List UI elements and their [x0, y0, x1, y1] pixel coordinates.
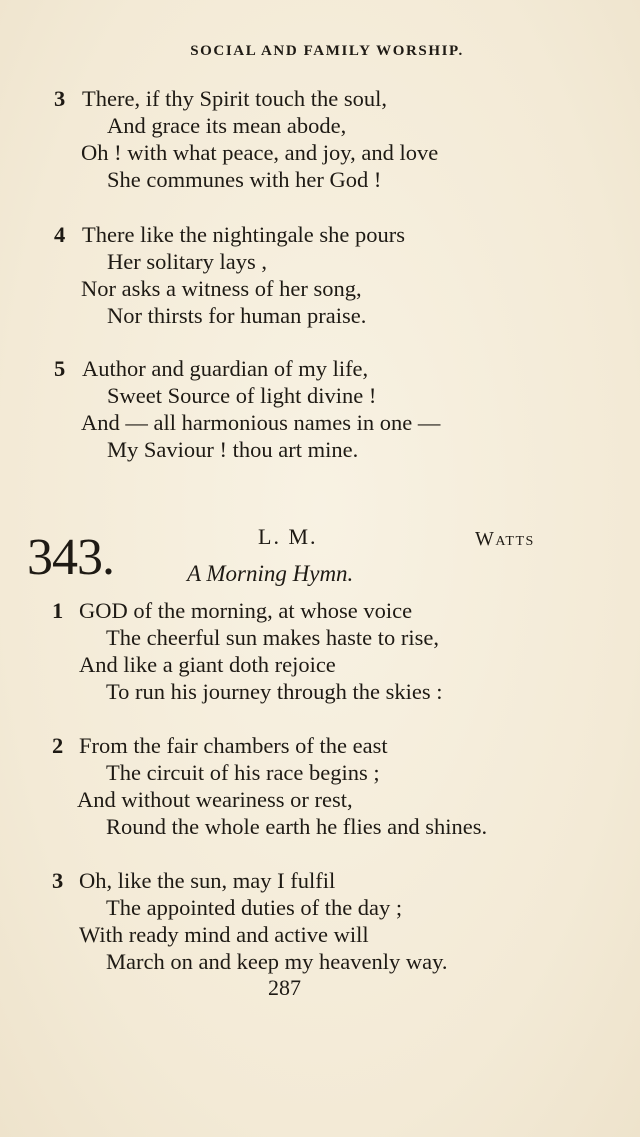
verse-line: Her solitary lays , [107, 249, 267, 274]
stanza-number: 3 [52, 868, 64, 893]
verse-line: She communes with her God ! [107, 167, 382, 192]
verse-line: The cheerful sun makes haste to rise, [106, 625, 440, 650]
verse-line: The circuit of his race begins ; [106, 760, 380, 785]
verse-line: Nor thirsts for human praise. [107, 303, 367, 328]
running-head: SOCIAL AND FAMILY WORSHIP. [190, 43, 464, 59]
verse-line: The appointed duties of the day ; [106, 895, 403, 920]
hymn-meter: L. M. [258, 524, 318, 549]
verse-line: Oh ! with what peace, and joy, and love [81, 140, 439, 165]
stanza-number: 2 [52, 733, 64, 758]
verse-line: Round the whole earth he flies and shines. [106, 814, 488, 839]
stanza-number: 3 [54, 86, 66, 111]
verse-line: To run his journey through the skies : [106, 679, 443, 704]
verse-line: And — all harmonious names in one — [81, 410, 441, 435]
verse-line: From the fair chambers of the east [79, 733, 388, 758]
stanza-number: 5 [54, 356, 66, 381]
hymn-number: 343. [27, 529, 114, 586]
verse-line: Author and guardian of my life, [82, 356, 369, 381]
verse-line: With ready mind and active will [79, 922, 369, 947]
verse-line: Nor asks a witness of her song, [81, 276, 362, 301]
verse-line: Sweet Source of light divine ! [107, 383, 377, 408]
stanza-number: 1 [52, 598, 64, 623]
hymn-title: A Morning Hymn. [187, 561, 354, 586]
verse-line: My Saviour ! thou art mine. [107, 437, 359, 462]
verse-line: And like a giant doth rejoice [79, 652, 336, 677]
verse-line: And grace its mean abode, [107, 113, 347, 138]
verse-line: And without weariness or rest, [77, 787, 353, 812]
stanza-number: 4 [54, 222, 66, 247]
verse-line: March on and keep my heavenly way. [106, 949, 448, 974]
verse-line: Oh, like the sun, may I fulfil [79, 868, 336, 893]
hymn-author: Watts [475, 528, 535, 550]
page-number: 287 [268, 975, 301, 1000]
verse-line: GOD of the morning, at whose voice [79, 598, 413, 623]
verse-line: There like the nightingale she pours [82, 222, 406, 247]
verse-line: There, if thy Spirit touch the soul, [82, 86, 387, 111]
